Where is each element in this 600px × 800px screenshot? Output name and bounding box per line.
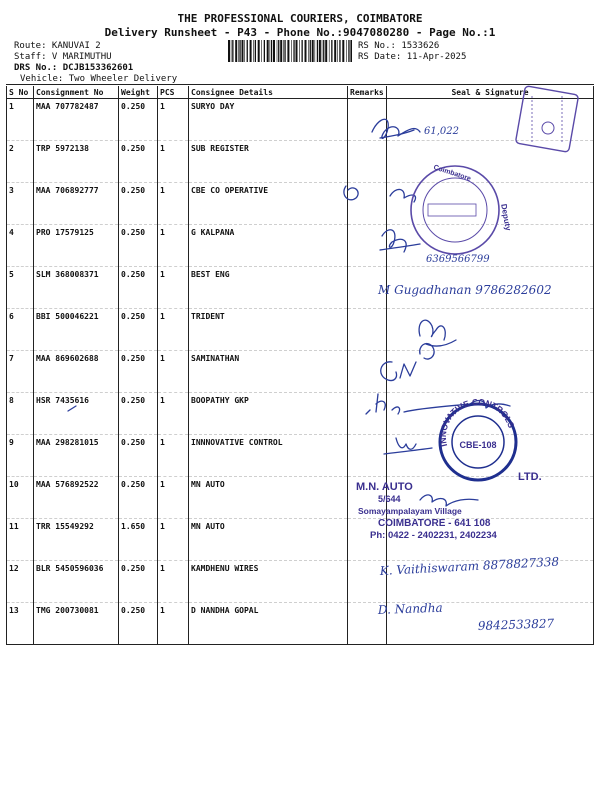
barcode <box>228 40 352 62</box>
row-pcs: 1 <box>158 99 189 141</box>
row-consignee: MN AUTO <box>189 477 348 519</box>
row-consignment-no: TRR 15549292 <box>34 519 119 561</box>
row-sno: 4 <box>7 225 34 267</box>
row-consignee: SAMINATHAN <box>189 351 348 393</box>
runsheet-table <box>6 86 594 645</box>
route-label: Route: KANUVAI 2 <box>14 41 101 51</box>
row-remarks <box>348 309 387 351</box>
mn-auto-name: M.N. AUTO <box>356 481 413 493</box>
row-seal-signature <box>387 393 594 435</box>
table-row <box>7 267 594 309</box>
row-remarks <box>348 603 387 645</box>
row-consignee: KAMDHENU WIRES <box>189 561 348 603</box>
row-consignment-no: HSR 7435616 <box>34 393 119 435</box>
row-remarks <box>348 225 387 267</box>
row-seal-signature <box>387 561 594 603</box>
company-title: THE PROFESSIONAL COURIERS, COIMBATORE <box>177 12 423 25</box>
row-consignment-no: MAA 869602688 <box>34 351 119 393</box>
row-weight: 0.250 <box>119 435 158 477</box>
table-row <box>7 351 594 393</box>
row-consignee: CBE CO OPERATIVE <box>189 183 348 225</box>
row-weight: 0.250 <box>119 603 158 645</box>
row-consignee: INNNOVATIVE CONTROL <box>189 435 348 477</box>
row-remarks <box>348 561 387 603</box>
row-consignee: TRIDENT <box>189 309 348 351</box>
row-weight: 0.250 <box>119 225 158 267</box>
col-remarks: Remarks <box>348 86 387 99</box>
row-seal-signature <box>387 477 594 519</box>
col-signature: Seal & Signature <box>387 86 594 99</box>
row-seal-signature <box>387 435 594 477</box>
row-sno: 5 <box>7 267 34 309</box>
row-sno: 11 <box>7 519 34 561</box>
mn-auto-addr1: 5/644 <box>378 494 401 504</box>
mn-auto-phone: Ph: 0422 - 2402231, 2402234 <box>370 530 497 541</box>
table-header-row <box>7 86 594 99</box>
row-consignment-no: TRP 5972138 <box>34 141 119 183</box>
runsheet-subtitle: Delivery Runsheet - P43 - Phone No.:9047080280 - Page No.:1 <box>104 26 496 39</box>
table-row <box>7 435 594 477</box>
row-seal-signature <box>387 603 594 645</box>
row4-phone: 6369566799 <box>426 254 490 265</box>
row-seal-signature <box>387 519 594 561</box>
row-pcs: 1 <box>158 393 189 435</box>
mn-auto-addr2: Somayampalayam Village <box>358 506 462 516</box>
row-sno: 10 <box>7 477 34 519</box>
table-row <box>7 99 594 141</box>
row-sno: 8 <box>7 393 34 435</box>
row-seal-signature <box>387 309 594 351</box>
coop-seal-ring-text: Coimbatore <box>432 164 472 183</box>
row-weight: 0.250 <box>119 477 158 519</box>
drs-label: DRS No.: DCJB153362601 <box>14 63 134 73</box>
row-pcs: 1 <box>158 435 189 477</box>
table-row <box>7 183 594 225</box>
row-sno: 2 <box>7 141 34 183</box>
coop-seal-center-text: Deputy <box>499 203 513 232</box>
row-remarks <box>348 435 387 477</box>
row-sno: 13 <box>7 603 34 645</box>
row-seal-signature <box>387 351 594 393</box>
row-consignment-no: BBI 500046221 <box>34 309 119 351</box>
row-seal-signature <box>387 183 594 225</box>
mn-auto-ltd: LTD. <box>518 471 542 483</box>
row-consignee: SUB REGISTER <box>189 141 348 183</box>
table-row <box>7 309 594 351</box>
row-sno: 7 <box>7 351 34 393</box>
row-remarks <box>348 519 387 561</box>
row-consignment-no: BLR 5450596036 <box>34 561 119 603</box>
rs-date: RS Date: 11-Apr-2025 <box>358 52 467 62</box>
row-consignment-no: SLM 368008371 <box>34 267 119 309</box>
table-row <box>7 477 594 519</box>
col-consignment: Consignment No <box>34 86 119 99</box>
row-weight: 0.250 <box>119 267 158 309</box>
row-sno: 3 <box>7 183 34 225</box>
row-pcs: 1 <box>158 561 189 603</box>
row-consignment-no: PRO 17579125 <box>34 225 119 267</box>
row-weight: 1.650 <box>119 519 158 561</box>
row-pcs: 1 <box>158 183 189 225</box>
row-remarks <box>348 351 387 393</box>
row-remarks <box>348 141 387 183</box>
row-consignment-no: MAA 576892522 <box>34 477 119 519</box>
col-pcs: PCS <box>158 86 189 99</box>
row-weight: 0.250 <box>119 99 158 141</box>
row-pcs: 1 <box>158 225 189 267</box>
table-row <box>7 561 594 603</box>
row-consignee: G KALPANA <box>189 225 348 267</box>
innovative-code: CBE-108 <box>459 440 497 450</box>
row5-signature: M Gugadhanan 9786282602 <box>378 283 552 297</box>
row13-name: D. Nandha <box>377 600 443 617</box>
row-consignment-no: TMG 200730081 <box>34 603 119 645</box>
row-sno: 6 <box>7 309 34 351</box>
row-remarks <box>348 393 387 435</box>
row-pcs: 1 <box>158 267 189 309</box>
row-sno: 12 <box>7 561 34 603</box>
table-row <box>7 393 594 435</box>
row-weight: 0.250 <box>119 141 158 183</box>
row-consignee: SURYO DAY <box>189 99 348 141</box>
row-seal-signature <box>387 99 594 141</box>
col-weight: Weight <box>119 86 158 99</box>
table-row <box>7 141 594 183</box>
row-pcs: 1 <box>158 141 189 183</box>
row-weight: 0.250 <box>119 309 158 351</box>
row-pcs: 1 <box>158 477 189 519</box>
row-weight: 0.250 <box>119 393 158 435</box>
row-pcs: 1 <box>158 519 189 561</box>
row-sno: 9 <box>7 435 34 477</box>
row-consignee: BEST ENG <box>189 267 348 309</box>
row-consignment-no: MAA 707782487 <box>34 99 119 141</box>
row-consignment-no: MAA 298281015 <box>34 435 119 477</box>
svg-text:61,022: 61,022 <box>424 126 459 137</box>
row-consignee: BOOPATHY GKP <box>189 393 348 435</box>
row-pcs: 1 <box>158 309 189 351</box>
rs-number: RS No.: 1533626 <box>358 41 440 51</box>
row-pcs: 1 <box>158 603 189 645</box>
innovative-ring-text: INNOVATIVE CONTROLS <box>437 396 517 448</box>
col-consignee: Consignee Details <box>189 86 348 99</box>
row-remarks <box>348 183 387 225</box>
row-remarks <box>348 477 387 519</box>
col-sno: S No <box>7 86 34 99</box>
row-weight: 0.250 <box>119 351 158 393</box>
row-pcs: 1 <box>158 351 189 393</box>
staff-label: Staff: V MARIMUTHU <box>14 52 112 62</box>
row-remarks <box>348 267 387 309</box>
row-consignment-no: MAA 706892777 <box>34 183 119 225</box>
row-weight: 0.250 <box>119 561 158 603</box>
row-sno: 1 <box>7 99 34 141</box>
row12-signature: K. Vaithiswaram 8878827338 <box>379 554 560 578</box>
table-row <box>7 603 594 645</box>
table-row <box>7 225 594 267</box>
vehicle-label: Vehicle: Two Wheeler Delivery <box>20 74 178 84</box>
row-consignee: MN AUTO <box>189 519 348 561</box>
row-remarks <box>348 99 387 141</box>
row-seal-signature <box>387 267 594 309</box>
table-row <box>7 519 594 561</box>
header-divider <box>6 84 594 85</box>
row13-phone: 9842533827 <box>477 616 555 633</box>
row-seal-signature <box>387 225 594 267</box>
row-weight: 0.250 <box>119 183 158 225</box>
row-consignee: D NANDHA GOPAL <box>189 603 348 645</box>
mn-auto-city: COIMBATORE - 641 108 <box>378 518 491 529</box>
row-seal-signature <box>387 141 594 183</box>
